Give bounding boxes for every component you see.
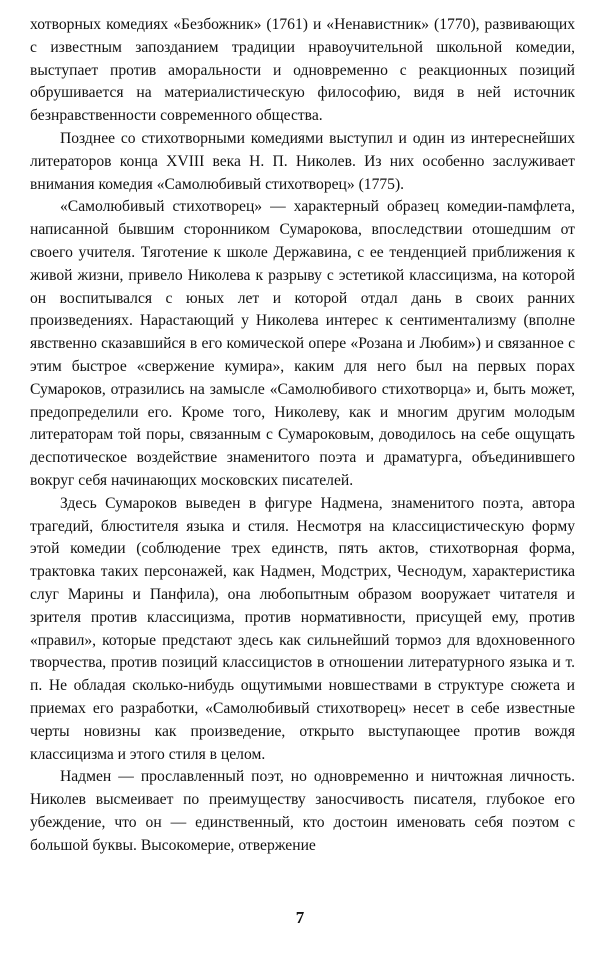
paragraph-2: Позднее со стихотворными комедиями выступил и один из интереснейших литераторов конца XVIII века Н. П. Николев. Из них особенно заслуживает внимания комедия «Самолюбивый стихотворец» (1775). — [30, 129, 575, 193]
paragraph-5: Надмен — прославленный поэт, но одновременно и ничтожная личность. Николев высмеивает по преимуществу заносчивость писателя, глубокое его убеждение, что он — единственный, кто достоин именовать себя поэтом с большой буквы. Высокомерие, отвержение — [30, 768, 575, 854]
paragraph-4: Здесь Сумароков выведен в фигуре Надмена, знаменитого поэта, автора трагедий, блюстителя языка и стиля. Несмотря на классицистическую форму этой комедии (соблюдение трех единств, пять актов, стихотворная форма, трактовка таких персонажей, как Надмен, Модстрих, Чеснодум, характеристика слуг Марины и Панфила), она любопытным образом вооружает читателя и зрителя против классицизма, против нормативности, присущей ему, против «правил», которые предстают здесь как сильнейший тормоз для вдохновенного творчества, против позиций классицистов в отношении литературного языка и т. п. Не обладая сколько-нибудь ощутимыми новшествами в структуре сюжета и приемах его разработки, «Самолюбивый стихотворец» несет в себе известные черты новизны как произведение, открыто выступающее против вождя классицизма и этого стиля в целом. — [30, 494, 575, 763]
page-body — [30, 14, 575, 857]
paragraph-1: хотворных комедиях «Безбожник» (1761) и «Ненавистник» (1770), развивающих с известным запозданием традиции нравоучительной школьной комедии, выступает против аморальности и одновременно с реакционных позиций обрушивается на материалистическую философию, видя в ней источник безнравственности современного общества. — [30, 16, 575, 125]
paragraph-3: «Самолюбивый стихотворец» — характерный образец комедии-памфлета, написанной бывшим сторонником Сумарокова, впоследствии отошедшим от своего учителя. Тяготение к школе Державина, с ее тенденцией приближения к живой жизни, привело Николева к разрыву с эстетикой классицизма, на которой он воспитывался с юных лет и которой отдал дань в своих ранних произведениях. Нарастающий у Николева интерес к сентиментализму (вполне явственно сказавшийся в его комической опере «Розана и Любим») и связанное с этим быстрое «свержение кумира», каким для него был на первых порах Сумароков, отразились на замысле «Самолюбивого стихотворца» и, быть может, предопределили его. Кроме того, Николеву, как и многим другим молодым литераторам той поры, связанным с Сумароковым, доводилось на себе ощущать деспотическое воздействие знаменитого поэта и драматурга, объединившего вокруг себя начинающих московских писателей. — [30, 198, 575, 489]
page-number: 7 — [295, 908, 305, 927]
